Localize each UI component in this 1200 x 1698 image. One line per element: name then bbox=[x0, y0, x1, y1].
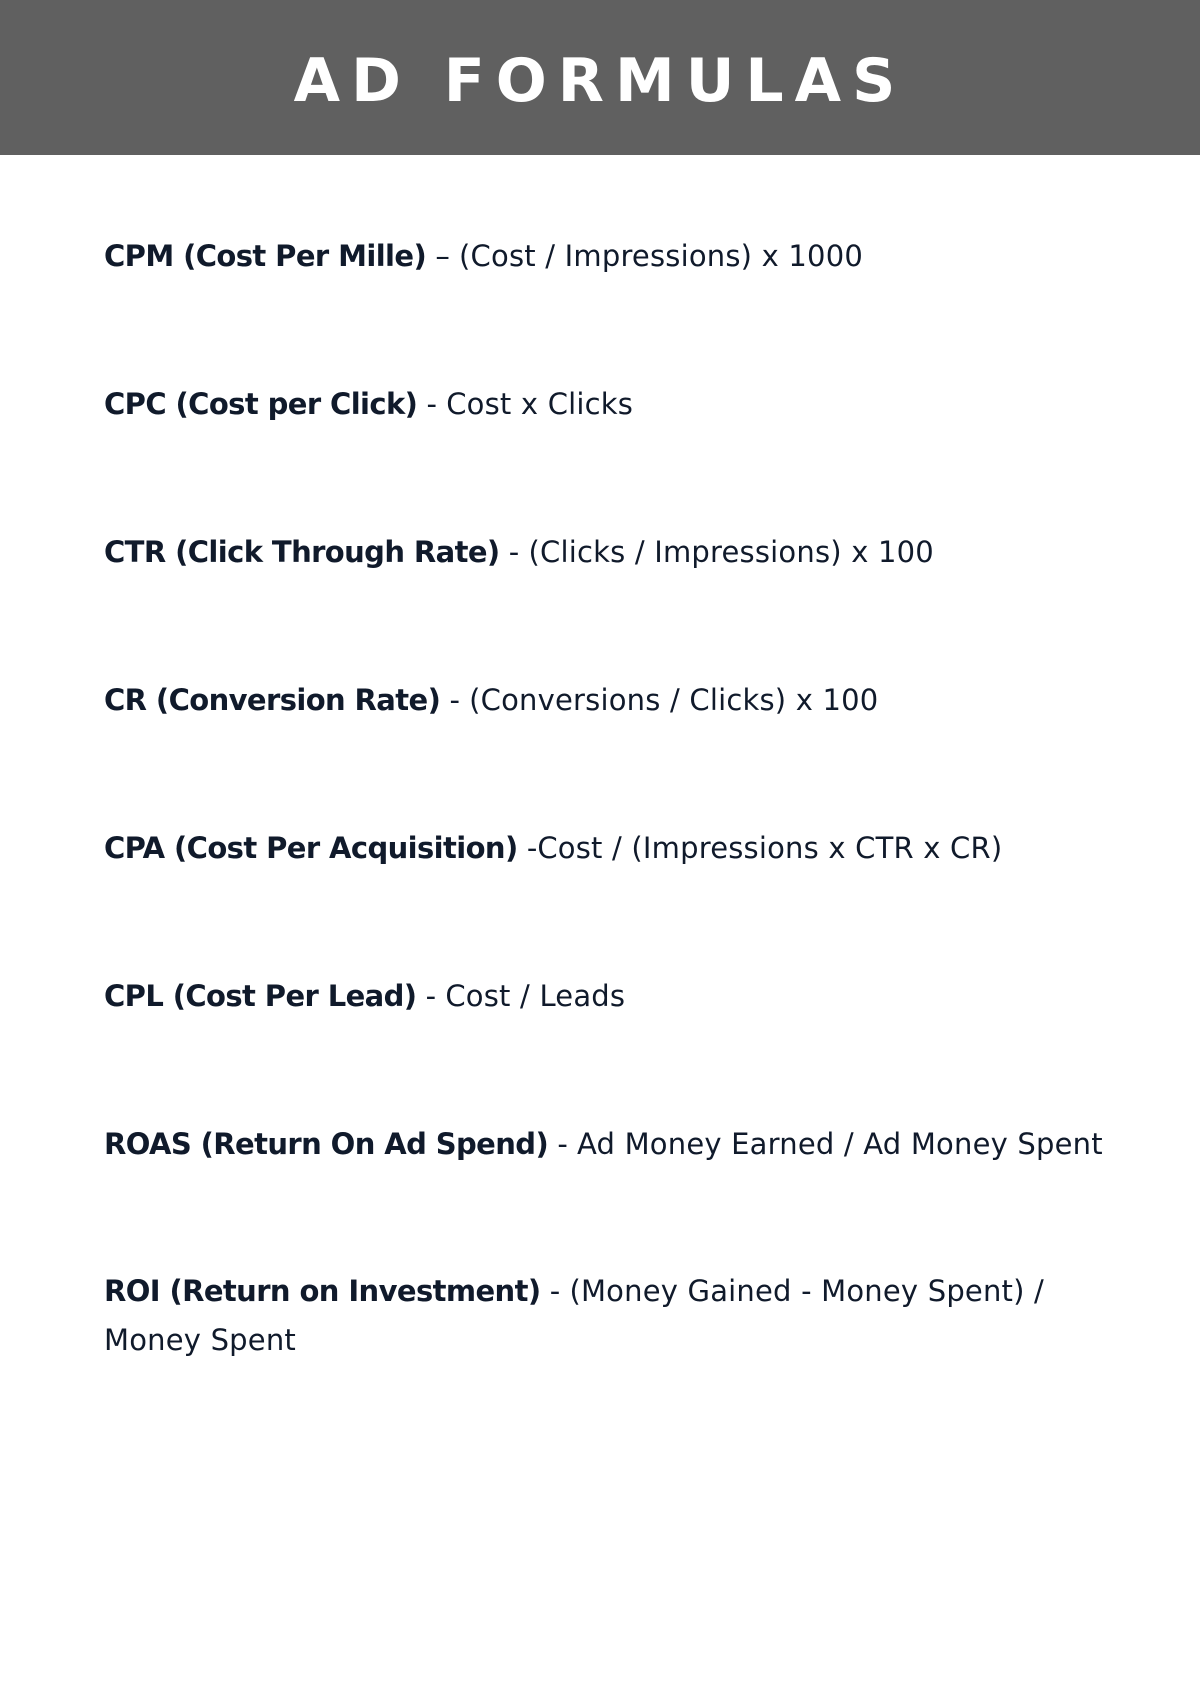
formula-expression: (Clicks / Impressions) x 100 bbox=[528, 535, 934, 569]
formula-cpl bbox=[104, 972, 1104, 1021]
formula-term: CPL (Cost Per Lead) bbox=[104, 979, 417, 1013]
formula-separator: - bbox=[417, 387, 447, 421]
formula-cr bbox=[104, 676, 1104, 725]
formula-expression: (Conversions / Clicks) x 100 bbox=[469, 683, 879, 717]
formula-expression: Cost / (Impressions x CTR x CR) bbox=[537, 831, 1003, 865]
formula-term: CPM (Cost Per Mille) bbox=[104, 239, 427, 273]
page-title: AD FORMULAS bbox=[293, 46, 907, 116]
formula-expression: Cost x Clicks bbox=[446, 387, 634, 421]
formula-term: CPC (Cost per Click) bbox=[104, 387, 418, 421]
formula-roas bbox=[104, 1120, 1104, 1169]
formula-separator: - bbox=[440, 683, 470, 717]
formula-term: ROI (Return on Investment) bbox=[104, 1274, 541, 1308]
formula-separator: - bbox=[540, 1274, 570, 1308]
formula-separator: - bbox=[517, 831, 538, 865]
formula-separator: - bbox=[499, 535, 529, 569]
formula-cpc bbox=[104, 380, 1104, 429]
formula-expression: Cost / Leads bbox=[445, 979, 626, 1013]
formula-cpm bbox=[104, 232, 1104, 281]
header-banner bbox=[0, 0, 1200, 155]
formula-cpa bbox=[104, 824, 1104, 873]
formula-term: CPA (Cost Per Acquisition) bbox=[104, 831, 518, 865]
formula-term: CTR (Click Through Rate) bbox=[104, 535, 500, 569]
formula-expression: (Cost / Impressions) x 1000 bbox=[459, 239, 863, 273]
formula-term: ROAS (Return On Ad Spend) bbox=[104, 1127, 549, 1161]
formula-term: CR (Conversion Rate) bbox=[104, 683, 441, 717]
formula-roi bbox=[104, 1267, 1104, 1365]
formula-separator: - bbox=[416, 979, 446, 1013]
formula-separator: - bbox=[548, 1127, 578, 1161]
formula-expression: Ad Money Earned / Ad Money Spent bbox=[577, 1127, 1103, 1161]
formula-ctr bbox=[104, 528, 1104, 577]
formula-separator: – bbox=[426, 239, 460, 273]
formula-expression: (Money Gained - Money Spent) / Money Spent bbox=[104, 1274, 1045, 1357]
